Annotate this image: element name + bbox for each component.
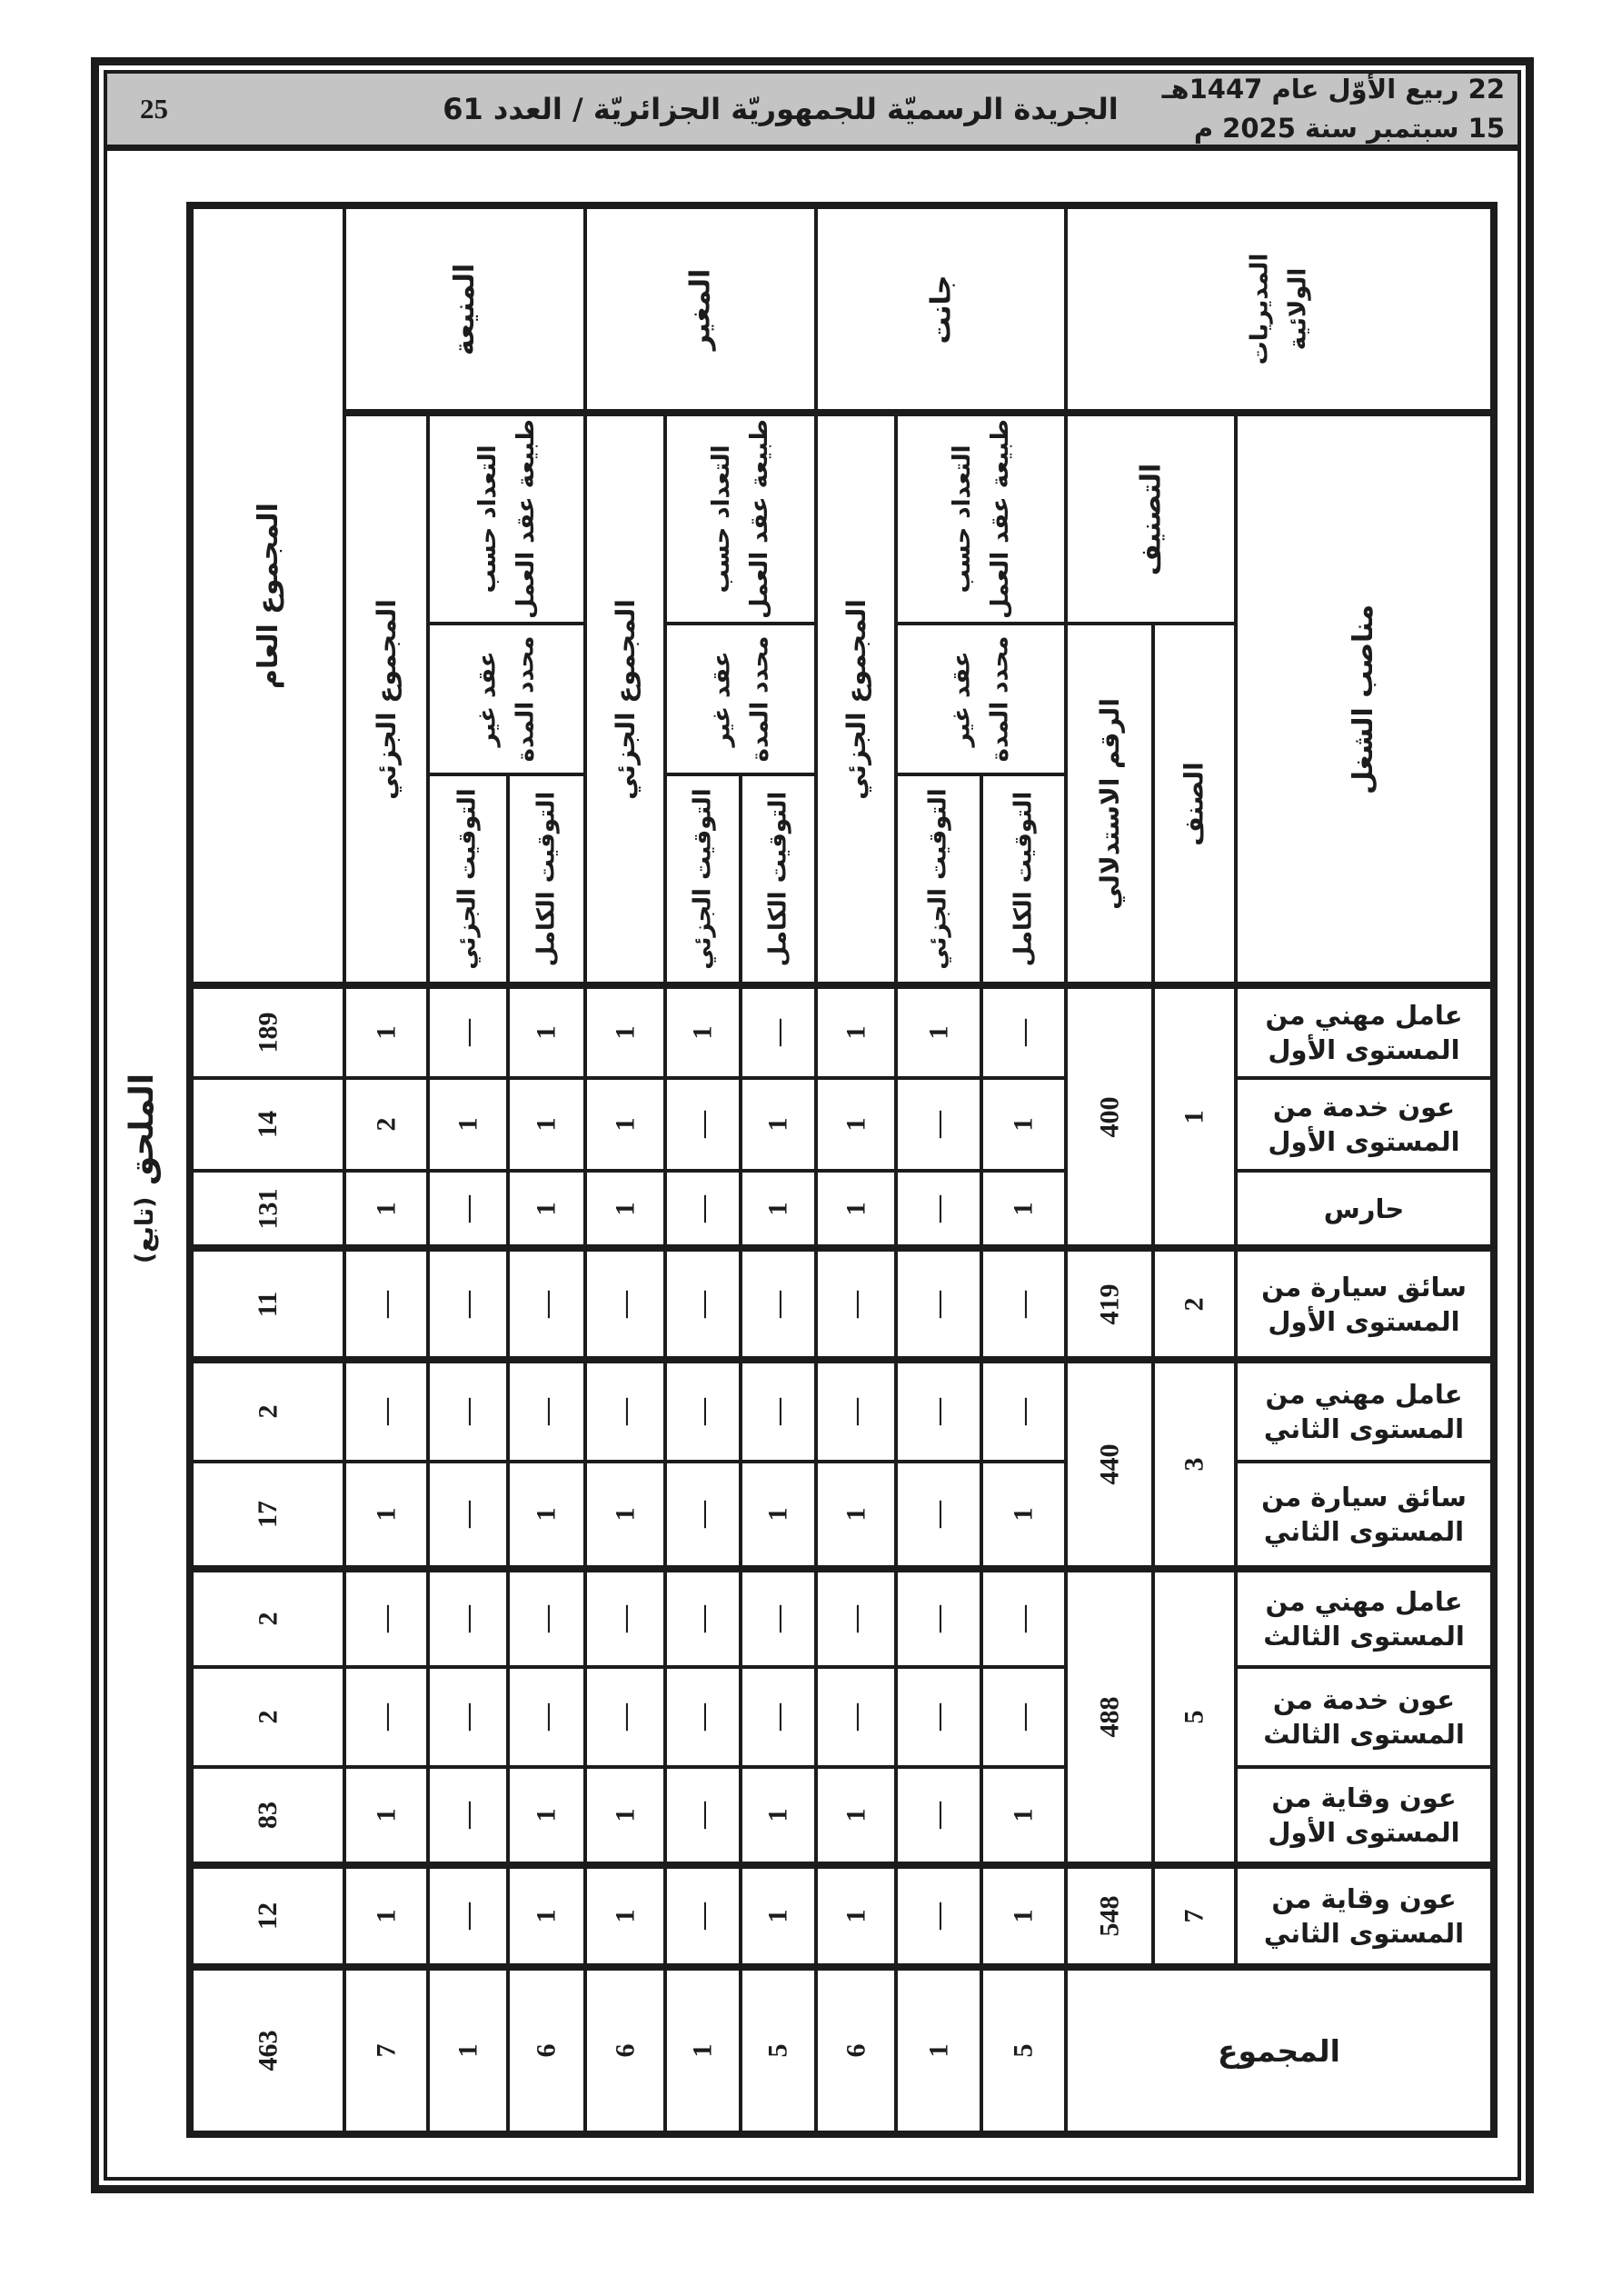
- category-cell: 1: [1153, 985, 1236, 1248]
- index-number-cell: 548: [1066, 1865, 1153, 1967]
- job-title-cell: حارس: [1236, 1171, 1494, 1248]
- gazette-title: الجريدة الرسميّة للجمهوريّة الجزائريّة / العدد 61: [443, 92, 1119, 126]
- header-full-time-el-mghair: التوقيت الكامل: [741, 774, 816, 985]
- header-directorates-line2: الولائية: [1284, 267, 1312, 351]
- data-cell: —: [816, 1360, 896, 1462]
- data-cell: 1: [508, 1078, 585, 1171]
- data-cell: 1: [344, 985, 428, 1078]
- data-cell: —: [508, 1569, 585, 1667]
- job-title-cell: عون خدمة من المستوى الأول: [1236, 1078, 1494, 1171]
- data-cell: —: [981, 1569, 1066, 1667]
- data-cell: —: [428, 985, 508, 1078]
- grand-total-cell: 17: [190, 1462, 344, 1569]
- data-cell: 1: [816, 1462, 896, 1569]
- header-part-time-el-menia: التوقيت الجزئي: [428, 774, 508, 985]
- total-cell: 1: [665, 1967, 741, 2134]
- data-cell: —: [741, 1360, 816, 1462]
- grand-total-cell: 131: [190, 1171, 344, 1248]
- header-classification: التصنيف: [1066, 413, 1236, 624]
- data-cell: —: [896, 1865, 981, 1967]
- data-cell: —: [665, 1360, 741, 1462]
- data-cell: —: [428, 1865, 508, 1967]
- total-cell: 5: [981, 1967, 1066, 2134]
- data-cell: 1: [741, 1767, 816, 1865]
- data-cell: —: [585, 1569, 665, 1667]
- grand-total-cell: 14: [190, 1078, 344, 1171]
- data-cell: —: [344, 1248, 428, 1360]
- category-cell: 7: [1153, 1865, 1236, 1967]
- data-cell: —: [741, 985, 816, 1078]
- data-cell: —: [981, 1667, 1066, 1767]
- data-cell: —: [896, 1360, 981, 1462]
- grand-total-cell: 2: [190, 1569, 344, 1667]
- data-cell: —: [896, 1667, 981, 1767]
- job-title-cell: عامل مهني من المستوى الثالث: [1236, 1569, 1494, 1667]
- data-cell: —: [665, 1462, 741, 1569]
- total-cell: 1: [896, 1967, 981, 2134]
- data-cell: —: [428, 1667, 508, 1767]
- grand-total-cell: 189: [190, 985, 344, 1078]
- data-cell: 1: [585, 1767, 665, 1865]
- header-count-djanet: التعداد حسب طبيعة عقد العمل: [896, 413, 1066, 624]
- total-cell: 5: [741, 1967, 816, 2134]
- data-cell: 1: [816, 1171, 896, 1248]
- annex-margin-label: [102, 1045, 184, 1291]
- table-row: [190, 1569, 1494, 1667]
- total-cell: 6: [508, 1967, 585, 2134]
- data-cell: 1: [508, 1865, 585, 1967]
- data-cell: 1: [981, 1462, 1066, 1569]
- data-cell: —: [896, 1078, 981, 1171]
- issue-dates: [1162, 70, 1505, 148]
- header-part-time-el-mghair: التوقيت الجزئي: [665, 774, 741, 985]
- grand-total-cell: 12: [190, 1865, 344, 1967]
- data-cell: —: [665, 1171, 741, 1248]
- data-cell: —: [428, 1462, 508, 1569]
- data-cell: 1: [741, 1171, 816, 1248]
- job-title-cell: سائق سيارة من المستوى الثاني: [1236, 1462, 1494, 1569]
- data-cell: —: [665, 1865, 741, 1967]
- annex-label: الملحق: [124, 1073, 162, 1185]
- data-cell: 1: [741, 1462, 816, 1569]
- data-cell: 1: [981, 1171, 1066, 1248]
- header-full-time-djanet: التوقيت الكامل: [981, 774, 1066, 985]
- data-cell: —: [981, 1360, 1066, 1462]
- data-cell: —: [428, 1360, 508, 1462]
- gazette-table: [186, 202, 1498, 2138]
- data-cell: —: [344, 1360, 428, 1462]
- category-cell: 5: [1153, 1569, 1236, 1865]
- totals-row: [190, 1967, 1494, 2134]
- data-cell: 1: [428, 1078, 508, 1171]
- table-row: [190, 1360, 1494, 1462]
- header-grand-total: المجموع العام: [190, 205, 344, 985]
- header-subtotal-djanet: المجموع الجزئي: [816, 413, 896, 985]
- header-job-positions: مناصب الشغل: [1236, 413, 1494, 985]
- data-cell: 1: [508, 1767, 585, 1865]
- data-cell: 1: [741, 1078, 816, 1171]
- data-cell: 1: [585, 1171, 665, 1248]
- header-part-time-djanet: التوقيت الجزئي: [896, 774, 981, 985]
- masthead: [107, 74, 1518, 151]
- total-cell: 6: [816, 1967, 896, 2134]
- data-cell: —: [816, 1248, 896, 1360]
- data-cell: —: [741, 1569, 816, 1667]
- data-cell: 1: [816, 1767, 896, 1865]
- data-cell: —: [981, 985, 1066, 1078]
- table-row: [190, 985, 1494, 1078]
- data-cell: 1: [585, 1078, 665, 1171]
- job-title-cell: عون وقاية من المستوى الأول: [1236, 1767, 1494, 1865]
- grand-total-cell: 11: [190, 1248, 344, 1360]
- data-cell: —: [896, 1171, 981, 1248]
- data-cell: —: [741, 1667, 816, 1767]
- header-count-el-menia: التعداد حسب طبيعة عقد العمل: [428, 413, 585, 624]
- data-cell: 1: [981, 1865, 1066, 1967]
- header-wilaya-el-menia: المنيعة: [344, 205, 585, 413]
- data-cell: —: [585, 1360, 665, 1462]
- data-cell: —: [508, 1360, 585, 1462]
- total-cell: 1: [428, 1967, 508, 2134]
- data-cell: —: [896, 1569, 981, 1667]
- job-title-cell: عامل مهني من المستوى الثاني: [1236, 1360, 1494, 1462]
- date-hijri: 22 ربيع الأوّل عام 1447هـ: [1161, 74, 1505, 105]
- data-cell: 1: [344, 1171, 428, 1248]
- annex-continued-label: (تابع): [131, 1196, 160, 1263]
- header-wilaya-el-mghair: المغير: [585, 205, 816, 413]
- data-cell: —: [508, 1667, 585, 1767]
- page-number: 25: [140, 93, 168, 125]
- index-number-cell: 419: [1066, 1248, 1153, 1360]
- data-cell: —: [665, 1667, 741, 1767]
- data-cell: —: [428, 1767, 508, 1865]
- data-cell: 1: [896, 985, 981, 1078]
- job-title-cell: عون وقاية من المستوى الثاني: [1236, 1865, 1494, 1967]
- total-cell: 7: [344, 1967, 428, 2134]
- category-cell: 2: [1153, 1248, 1236, 1360]
- data-cell: 1: [508, 1171, 585, 1248]
- data-cell: 1: [585, 1462, 665, 1569]
- data-cell: —: [585, 1248, 665, 1360]
- header-subtotal-el-mghair: المجموع الجزئي: [585, 413, 665, 985]
- job-title-cell: سائق سيارة من المستوى الأول: [1236, 1248, 1494, 1360]
- grand-total-cell: 2: [190, 1667, 344, 1767]
- header-count-el-mghair: التعداد حسب طبيعة عقد العمل: [665, 413, 816, 624]
- data-cell: 1: [816, 985, 896, 1078]
- data-cell: —: [665, 1767, 741, 1865]
- header-directorates: [1066, 205, 1494, 413]
- grand-total-cell: 2: [190, 1360, 344, 1462]
- job-title-cell: عون خدمة من المستوى الثالث: [1236, 1667, 1494, 1767]
- index-number-cell: 488: [1066, 1569, 1153, 1865]
- data-cell: 1: [344, 1462, 428, 1569]
- data-cell: 1: [508, 985, 585, 1078]
- data-cell: 1: [741, 1865, 816, 1967]
- header-index-number: الرقم الاستدلالي: [1066, 624, 1153, 985]
- data-cell: 1: [665, 985, 741, 1078]
- data-cell: —: [896, 1462, 981, 1569]
- category-cell: 3: [1153, 1360, 1236, 1569]
- staffing-table: [186, 202, 1498, 2138]
- data-cell: —: [428, 1569, 508, 1667]
- data-cell: —: [896, 1248, 981, 1360]
- header-contract-el-mghair: عقد غير محدد المدة: [665, 624, 816, 774]
- total-cell: 6: [585, 1967, 665, 2134]
- totals-label-cell: المجموع: [1066, 1967, 1494, 2134]
- data-cell: —: [665, 1078, 741, 1171]
- grand-total-cell: 463: [190, 1967, 344, 2134]
- header-row-2: [190, 413, 1494, 624]
- data-cell: —: [816, 1667, 896, 1767]
- table-row: [190, 1462, 1494, 1569]
- data-cell: 1: [585, 985, 665, 1078]
- table-row: [190, 1767, 1494, 1865]
- data-cell: 1: [816, 1865, 896, 1967]
- data-cell: —: [741, 1248, 816, 1360]
- table-row: [190, 1865, 1494, 1967]
- header-directorates-line1: المديريات: [1246, 253, 1274, 365]
- table-row: [190, 1248, 1494, 1360]
- data-cell: —: [981, 1248, 1066, 1360]
- job-title-cell: عامل مهني من المستوى الأول: [1236, 985, 1494, 1078]
- data-cell: —: [665, 1569, 741, 1667]
- data-cell: —: [508, 1248, 585, 1360]
- data-cell: 1: [344, 1767, 428, 1865]
- data-cell: 1: [816, 1078, 896, 1171]
- table-row: [190, 1171, 1494, 1248]
- data-cell: 1: [508, 1462, 585, 1569]
- header-contract-el-menia: عقد غير محدد المدة: [428, 624, 585, 774]
- header-wilaya-djanet: جانت: [816, 205, 1066, 413]
- data-cell: —: [344, 1569, 428, 1667]
- data-cell: —: [428, 1171, 508, 1248]
- table-row: [190, 1667, 1494, 1767]
- index-number-cell: 400: [1066, 985, 1153, 1248]
- header-full-time-el-menia: التوقيت الكامل: [508, 774, 585, 985]
- data-cell: —: [428, 1248, 508, 1360]
- data-cell: 1: [585, 1865, 665, 1967]
- header-category: الصنف: [1153, 624, 1236, 985]
- data-cell: 2: [344, 1078, 428, 1171]
- data-cell: 1: [344, 1865, 428, 1967]
- index-number-cell: 440: [1066, 1360, 1153, 1569]
- data-cell: 1: [981, 1078, 1066, 1171]
- data-cell: —: [896, 1767, 981, 1865]
- header-subtotal-el-menia: المجموع الجزئي: [344, 413, 428, 985]
- grand-total-cell: 83: [190, 1767, 344, 1865]
- table-row: [190, 1078, 1494, 1171]
- header-row-1: [190, 205, 1494, 413]
- data-cell: —: [344, 1667, 428, 1767]
- data-cell: 1: [981, 1767, 1066, 1865]
- data-cell: —: [585, 1667, 665, 1767]
- date-gregorian: 15 سبتمبر سنة 2025 م: [1193, 113, 1505, 144]
- header-contract-djanet: عقد غير محدد المدة: [896, 624, 1066, 774]
- data-cell: —: [665, 1248, 741, 1360]
- data-cell: —: [816, 1569, 896, 1667]
